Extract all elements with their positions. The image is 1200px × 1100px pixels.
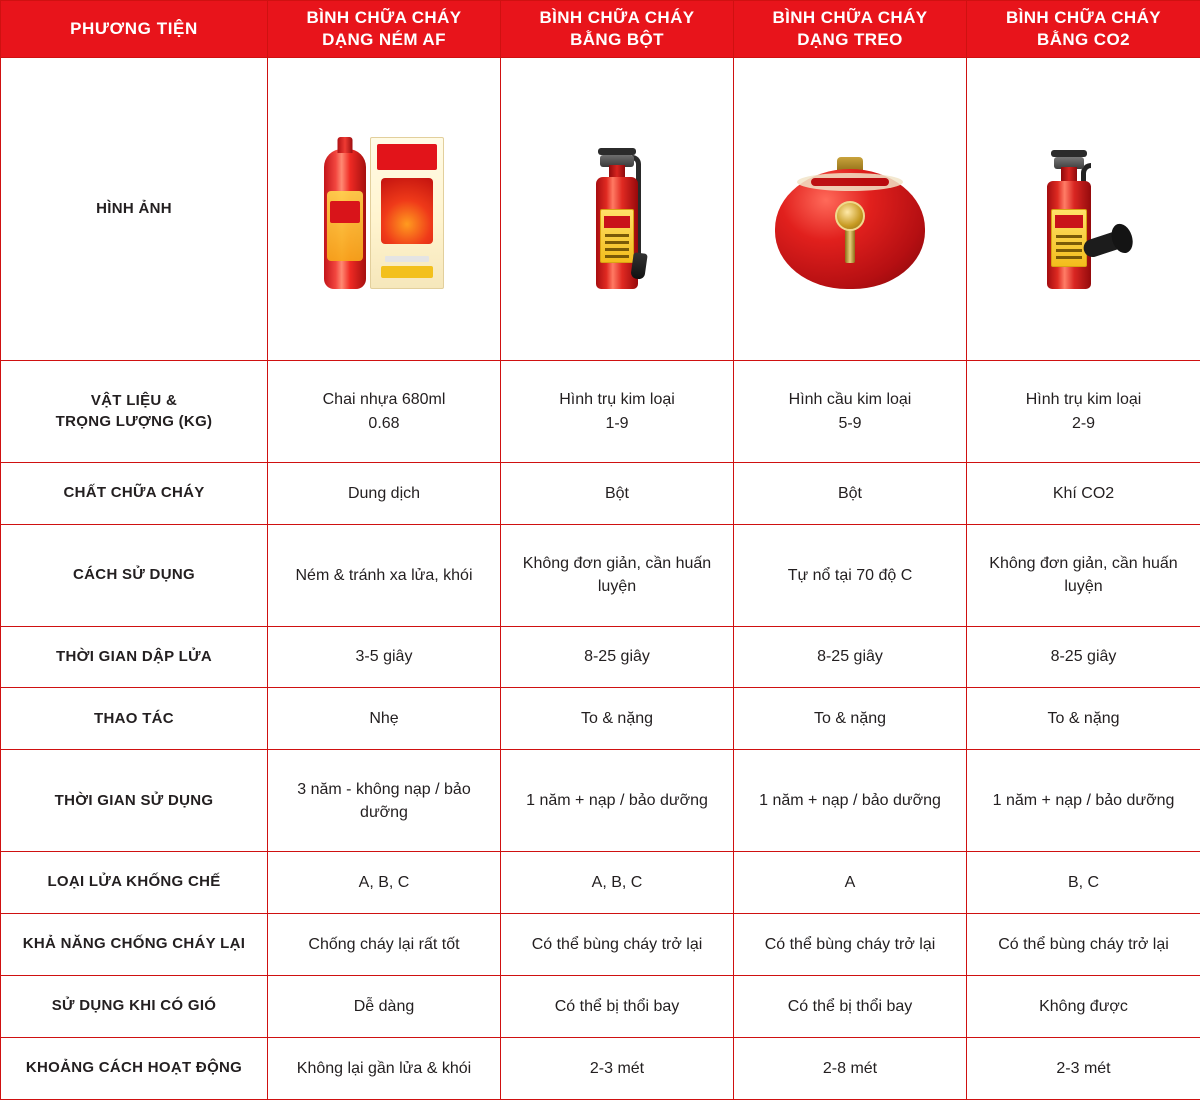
cell-value: 1 năm + nạp / bảo dưỡng	[967, 750, 1200, 852]
header-line: BÌNH CHỮA CHÁY	[772, 8, 928, 27]
header-line: BẰNG CO2	[1037, 30, 1130, 50]
cell-value: 1 năm + nạp / bảo dưỡng	[734, 750, 967, 852]
cell-value: Có thể bị thổi bay	[501, 975, 734, 1037]
table-row	[1, 750, 1200, 852]
bottle-label-band	[330, 201, 360, 223]
cell-value: To & nặng	[501, 688, 734, 750]
cell-value: 3-5 giây	[268, 626, 501, 688]
cell-value: Có thể bùng cháy trở lại	[967, 914, 1200, 976]
row-label: KHẢ NĂNG CHỐNG CHÁY LẠI	[1, 914, 268, 976]
cell-value: Ném & tránh xa lửa, khói	[268, 524, 501, 626]
cell-value: Hình trụ kim loại 2-9	[967, 361, 1200, 463]
table-row	[1, 914, 1200, 976]
cell-value: 2-3 mét	[967, 1037, 1200, 1099]
cell-value: 2-8 mét	[734, 1037, 967, 1099]
product-box-icon	[370, 137, 444, 289]
cell-value: Hình trụ kim loại 1-9	[501, 361, 734, 463]
table-body	[1, 58, 1200, 1100]
cell-value: Bột	[501, 462, 734, 524]
table-row	[1, 524, 1200, 626]
cell-value: Bột	[734, 462, 967, 524]
cell-value: A, B, C	[268, 852, 501, 914]
co2-extinguisher-icon	[973, 129, 1194, 289]
extinguisher-body-group	[588, 139, 646, 289]
cell-value: Nhẹ	[268, 688, 501, 750]
nozzle-icon	[630, 252, 647, 280]
hanging-ball-extinguisher-icon	[740, 129, 960, 289]
cell-value: Không đơn giản, cần huấn luyện	[501, 524, 734, 626]
product-image-hanging	[734, 58, 967, 361]
row-label: CÁCH SỬ DỤNG	[1, 524, 268, 626]
cell-value: A	[734, 852, 967, 914]
table-head	[1, 1, 1200, 58]
column-header-throwable-af	[268, 1, 501, 58]
cell-value: Không lại gần lửa & khói	[268, 1037, 501, 1099]
header-line: BẰNG BỘT	[570, 30, 664, 50]
product-image-throwable-af	[268, 58, 501, 361]
box-footer-band	[381, 266, 433, 278]
header-line: BÌNH CHỮA CHÁY	[306, 8, 462, 27]
cylinder-label	[600, 209, 634, 263]
table-row	[1, 58, 1200, 361]
box-header-band	[377, 144, 437, 170]
cell-value: Có thể bị thổi bay	[734, 975, 967, 1037]
product-image-powder	[501, 58, 734, 361]
co2-group	[1041, 133, 1127, 289]
table-row	[1, 462, 1200, 524]
header-line: BÌNH CHỮA CHÁY	[1005, 8, 1162, 27]
row-label-line: TRỌNG LƯỢNG (KG)	[55, 412, 213, 430]
powder-extinguisher-icon	[507, 129, 727, 289]
row-label: CHẤT CHỮA CHÁY	[1, 462, 268, 524]
cell-value: 8-25 giây	[967, 626, 1200, 688]
cell-value: Dễ dàng	[268, 975, 501, 1037]
throwable-bottle-icon	[324, 149, 366, 289]
column-header-powder	[501, 1, 734, 58]
cell-value: Không đơn giản, cần huấn luyện	[967, 524, 1200, 626]
table-row	[1, 975, 1200, 1037]
cell-value: Hình cầu kim loại 5-9	[734, 361, 967, 463]
row-label: HÌNH ẢNH	[1, 58, 268, 361]
ball-stem-icon	[845, 229, 855, 263]
bottle-and-box-icon	[274, 129, 494, 289]
column-header-hanging	[734, 1, 967, 58]
cell-value: Dung dịch	[268, 462, 501, 524]
cell-value: Khí CO2	[967, 462, 1200, 524]
column-header-criteria	[1, 1, 268, 58]
row-label: LOẠI LỬA KHỐNG CHẾ	[1, 852, 268, 914]
cell-value: To & nặng	[967, 688, 1200, 750]
cell-value: 8-25 giây	[501, 626, 734, 688]
ball-group	[775, 157, 925, 289]
product-image-co2	[967, 58, 1200, 361]
column-header-co2	[967, 1, 1200, 58]
cell-value: 3 năm - không nạp / bảo dưỡng	[268, 750, 501, 852]
cell-value: Tự nổ tại 70 độ C	[734, 524, 967, 626]
box-text-line	[385, 256, 429, 262]
cell-value: B, C	[967, 852, 1200, 914]
row-label-line: VẬT LIỆU &	[90, 392, 178, 410]
cell-value: Có thể bùng cháy trở lại	[734, 914, 967, 976]
cell-value: 2-3 mét	[501, 1037, 734, 1099]
ball-brass-ring-icon	[835, 201, 865, 231]
table-row	[1, 852, 1200, 914]
row-label: THỜI GIAN SỬ DỤNG	[1, 750, 268, 852]
row-label: THAO TÁC	[1, 688, 268, 750]
cell-value: Có thể bùng cháy trở lại	[501, 914, 734, 976]
handle-icon	[598, 148, 636, 155]
header-line: BÌNH CHỮA CHÁY	[539, 8, 695, 27]
cell-value: A, B, C	[501, 852, 734, 914]
cell-value: Không được	[967, 975, 1200, 1037]
row-label: THỜI GIAN DẬP LỬA	[1, 626, 268, 688]
table-row	[1, 688, 1200, 750]
cell-value: 8-25 giây	[734, 626, 967, 688]
row-label: SỬ DỤNG KHI CÓ GIÓ	[1, 975, 268, 1037]
co2-lever-icon	[1051, 150, 1087, 157]
table-row	[1, 626, 1200, 688]
header-row	[1, 1, 1200, 58]
cell-value: To & nặng	[734, 688, 967, 750]
row-label: KHOẢNG CÁCH HOẠT ĐỘNG	[1, 1037, 268, 1099]
cell-value: Chống cháy lại rất tốt	[268, 914, 501, 976]
header-line: DẠNG TREO	[797, 30, 903, 50]
co2-cylinder-label	[1051, 209, 1087, 267]
table-row	[1, 1037, 1200, 1099]
cell-value: Chai nhựa 680ml 0.68	[268, 361, 501, 463]
row-label	[1, 361, 268, 463]
table-row	[1, 361, 1200, 463]
cell-value: 1 năm + nạp / bảo dưỡng	[501, 750, 734, 852]
header-line: PHƯƠNG TIỆN	[70, 19, 198, 39]
header-line: DẠNG NÉM AF	[322, 30, 446, 50]
box-flame-art	[381, 178, 433, 244]
